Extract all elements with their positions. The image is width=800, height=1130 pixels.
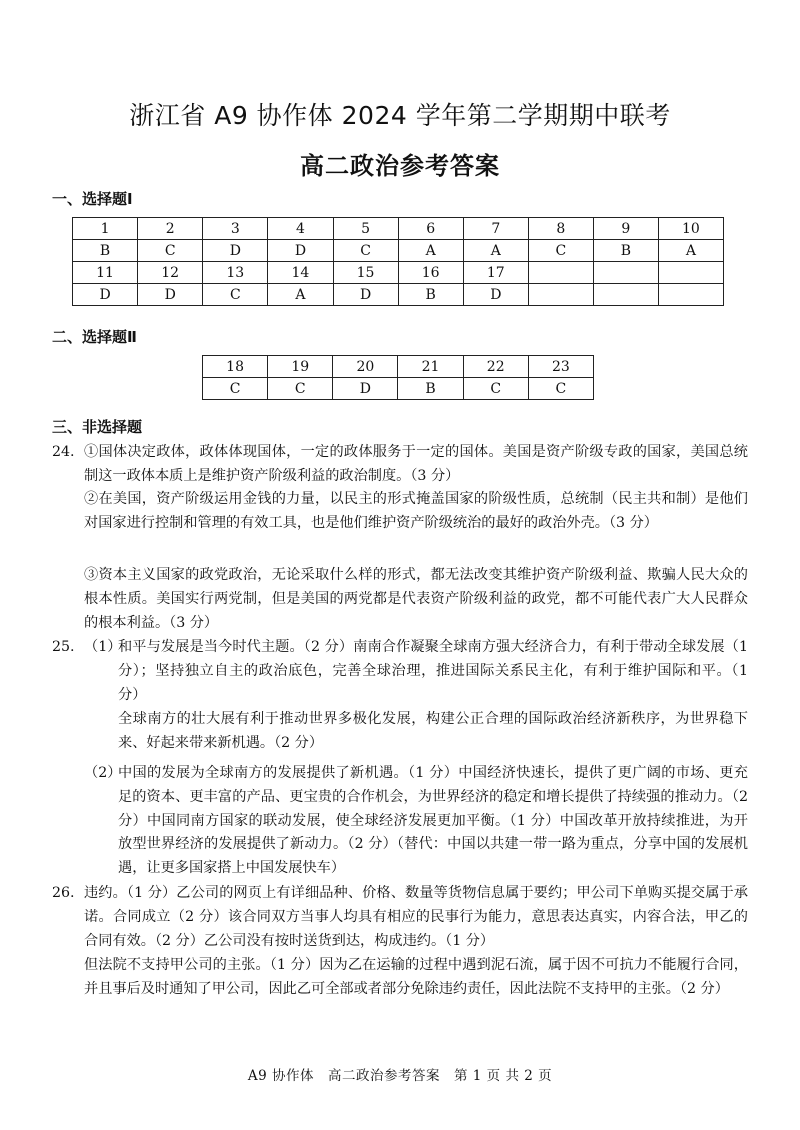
question-number-cell: 18 [203,356,268,378]
question-number-cell: 2 [138,218,203,240]
choice-answer-table-2 [202,355,594,400]
answer-cell [593,284,658,306]
question-number-cell: 4 [268,218,333,240]
q24-point-1: ①国体决定政体，政体体现国体，一定的政体服务于一定的国体。美国是资产阶级专政的国家，美国总统制这一政体本质上是维护资产阶级利益的政治制度。（3 分） [84,444,748,484]
question-24-number: 24. [52,444,75,460]
q24-point-3: ③资本主义国家的政党政治，无论采取什么样的形式，都无法改变其维护资产阶级利益、欺骗人民大众的根本性质。美国实行两党制，但是美国的两党都是代表资产阶级利益的政党，都不可能代表广大人民群众的根本利益。（3 分） [84,567,748,631]
q25-part-1-text: 和平与发展是当今时代主题。（2 分）南南合作凝聚全球南方强大经济合力，有利于带动全球发展（1 分）；坚持独立自主的政治底色，完善全球治理，推进国际关系民主化，有利于维护国际和平。（1 分） [118,639,748,703]
answer-row [203,378,594,400]
q24-point-2: ②在美国，资产阶级运用金钱的力量，以民主的形式掩盖国家的阶级性质，总统制（民主共和制）是他们对国家进行控制和管理的有效工具，也是他们维护资产阶级统治的最好的政治外壳。（3 分） [84,491,748,531]
question-number-cell: 5 [333,218,398,240]
answer-cell: D [333,284,398,306]
question-number-cell: 1 [73,218,138,240]
question-number-cell: 7 [463,218,528,240]
answer-cell: D [73,284,138,306]
q25-part-1-text-b: 全球南方的壮大展有利于推动世界多极化发展，构建公正合理的国际政治经济新秩序，为世界稳下来、好起来带来新机遇。（2 分） [118,711,748,751]
q25-part-2-text: 中国的发展为全球南方的发展提供了新机遇。（1 分）中国经济快速长，提供了更广阔的市场、更充足的资本、更丰富的产品、更宝贵的合作机会，为世界经济的稳定和增长提供了持续强的推动力。（2 分）中国同南方国家的联动发展，使全球经济发展更加平衡。（1 分）中国改革开放持续推进，为开放型世界经济的发展提供了新动力。（2 分）（替代：中国以共建一带一路为重点，分享中国的发展机遇，让更多国家搭上中国发展快车） [118,765,748,877]
question-number-cell [658,262,723,284]
section-3-heading: 三、非选择题 [52,418,143,436]
question-number-cell: 6 [398,218,463,240]
answer-row [73,284,724,306]
answer-cell: B [398,378,463,400]
answer-row [73,240,724,262]
answer-cell: B [73,240,138,262]
answer-cell: D [463,284,528,306]
answer-cell: C [203,284,268,306]
answer-key-title: 高二政治参考答案 [300,152,500,180]
answer-cell: A [463,240,528,262]
choice-answer-table-1 [72,217,724,306]
q25-part-2-label: （2） [84,765,122,781]
answer-cell: C [528,240,593,262]
question-number-row [73,262,724,284]
question-number-cell: 15 [333,262,398,284]
answer-cell: A [268,284,333,306]
question-number-cell: 21 [398,356,463,378]
question-number-row [73,218,724,240]
question-number-row [203,356,594,378]
answer-cell: B [398,284,463,306]
answer-cell: D [203,240,268,262]
question-number-cell: 3 [203,218,268,240]
answer-cell: C [203,378,268,400]
question-25-number: 25. [52,639,75,655]
answer-cell: C [463,378,528,400]
question-number-cell: 9 [593,218,658,240]
answer-cell [658,284,723,306]
question-number-cell: 14 [268,262,333,284]
question-number-cell: 8 [528,218,593,240]
q26-paragraph-2: 但法院不支持甲公司的主张。（1 分）因为乙在运输的过程中遇到泥石流，属于因不可抗力不能履行合同，并且事后及时通知了甲公司，因此乙可全部或者部分免除违约责任，因此法院不支持甲的主张。（2 分） [84,957,748,997]
question-number-cell [528,262,593,284]
answer-cell [528,284,593,306]
question-number-cell: 13 [203,262,268,284]
answer-cell: C [528,378,593,400]
question-number-cell: 23 [528,356,593,378]
section-1-heading: 一、选择题Ⅰ [52,190,133,208]
answer-cell: A [398,240,463,262]
answer-cell: D [138,284,203,306]
question-number-cell: 10 [658,218,723,240]
question-number-cell [593,262,658,284]
q25-part-1-label: （1） [84,639,122,655]
answer-cell: C [138,240,203,262]
page-footer: A9 协作体 高二政治参考答案 第 1 页 共 2 页 [247,1068,553,1084]
question-number-cell: 22 [463,356,528,378]
question-26-number: 26. [52,885,75,901]
question-number-cell: 17 [463,262,528,284]
section-2-heading: 二、选择题Ⅱ [52,328,137,346]
answer-cell: A [658,240,723,262]
question-number-cell: 11 [73,262,138,284]
question-number-cell: 20 [333,356,398,378]
answer-cell: C [333,240,398,262]
q26-paragraph-1: 违约。（1 分）乙公司的网页上有详细品种、价格、数量等货物信息属于要约；甲公司下单购买提交属于承诺。合同成立（2 分）该合同双方当事人均具有相应的民事行为能力，意思表达真实，内容合法，甲乙的合同有效。（2 分）乙公司没有按时送货到达，构成违约。（1 分） [84,885,748,949]
answer-cell: C [268,378,333,400]
answer-cell: B [593,240,658,262]
question-number-cell: 12 [138,262,203,284]
question-number-cell: 19 [268,356,333,378]
answer-cell: D [333,378,398,400]
exam-title: 浙江省 A9 协作体 2024 学年第二学期期中联考 [129,101,671,130]
answer-cell: D [268,240,333,262]
question-number-cell: 16 [398,262,463,284]
